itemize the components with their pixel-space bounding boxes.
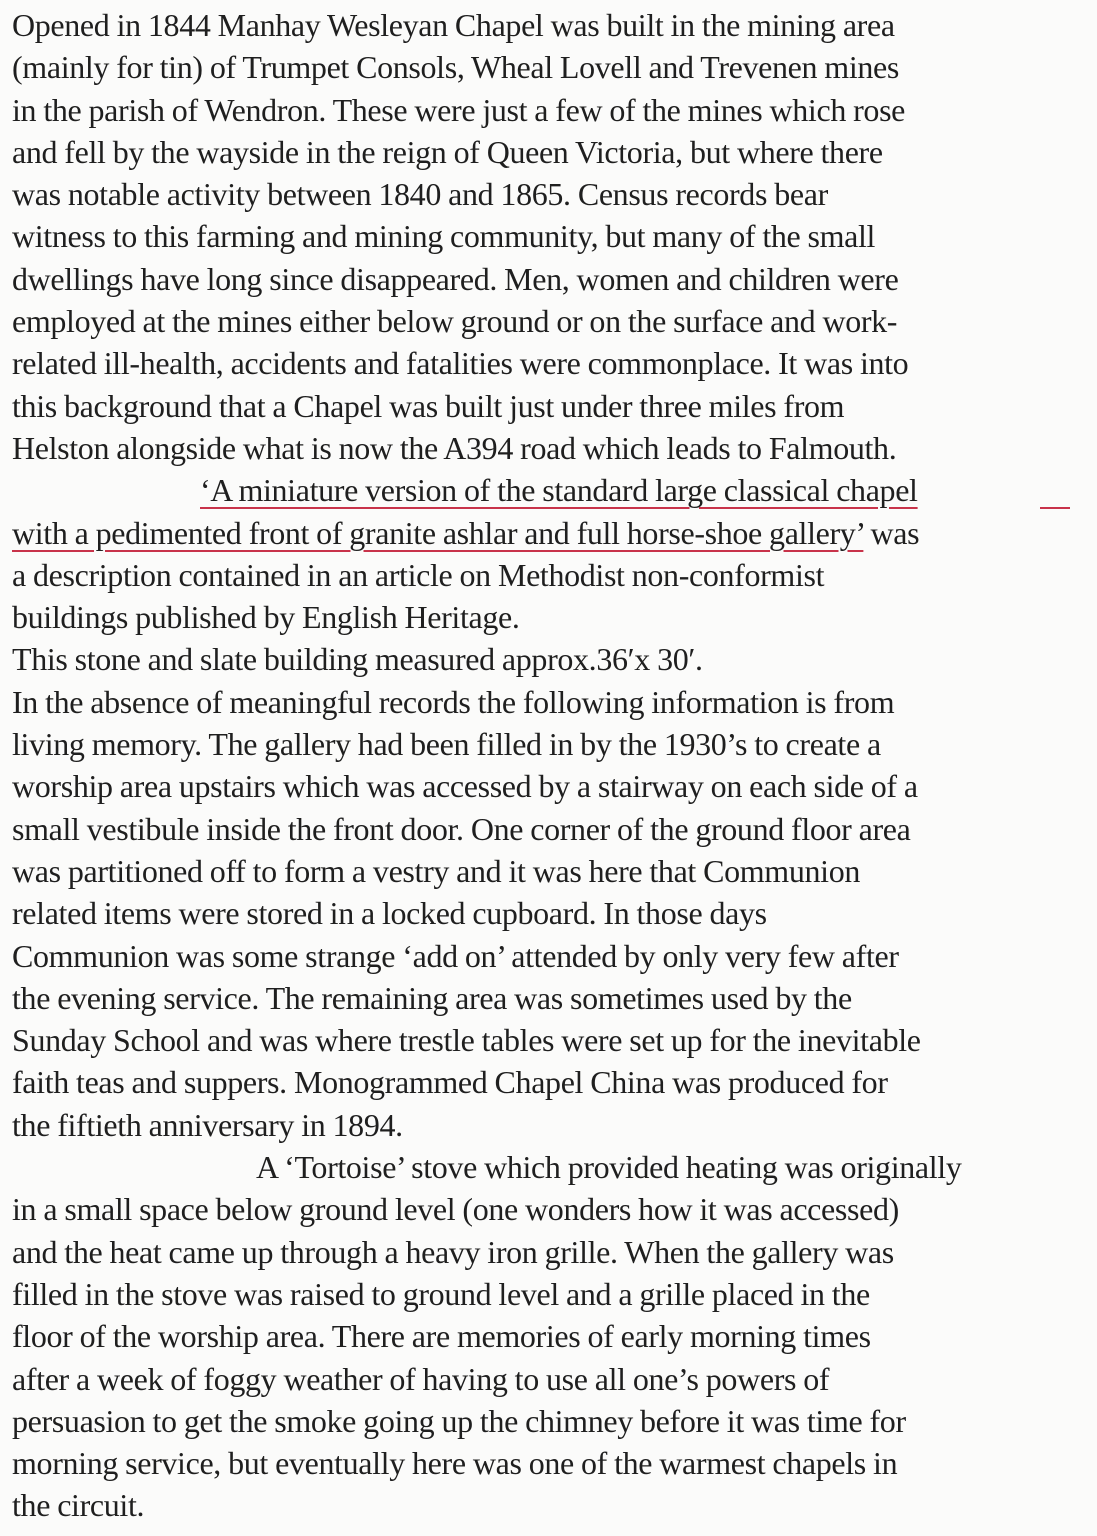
text-line: the fiftieth anniversary in 1894. [12,1106,403,1143]
text-line: Communion was some strange ‘add on’ attended by only very few after [12,937,899,974]
text-line: related items were stored in a locked cupboard. In those days [12,895,767,932]
text-after-quote: was [863,514,920,551]
text-line: dwellings have long since disappeared. Men, women and children were [12,260,899,297]
text-line: filled in the stove was raised to ground level and a grille placed in the [12,1275,870,1312]
text-line: and the heat came up through a heavy iron grille. When the gallery was [12,1233,894,1270]
text-line: In the absence of meaningful records the following information is from [12,683,895,720]
text-line: morning service, but eventually here was one of the warmest chapels in [12,1445,898,1482]
text-line: small vestibule inside the front door. One corner of the ground floor area [12,810,911,847]
measurement-line: This stone and slate building measured approx.36′x 30′. [12,641,703,678]
text-line: witness to this farming and mining community, but many of the small [12,218,876,255]
text-line: Opened in 1844 Manhay Wesleyan Chapel was built in the mining area [12,7,895,43]
text-line: buildings published by English Heritage. [12,599,520,636]
text-line: after a week of foggy weather of having to use all one’s powers of [12,1360,830,1397]
text-line: in a small space below ground level (one wonders how it was accessed) [12,1191,899,1228]
text-line: related ill-health, accidents and fatalities were commonplace. It was into [12,345,909,382]
text-line: persuasion to get the smoke going up the chimney before it was time for [12,1402,906,1439]
paragraph-start-line: A ‘Tortoise’ stove which provided heating was originally [256,1149,962,1186]
text-line: was notable activity between 1840 and 1865. Census records bear [12,176,828,213]
quote-line-2 [12,512,1092,554]
underline-tail-mark [1040,507,1070,509]
text-line: Helston alongside what is now the A394 road which leads to Falmouth. [12,429,897,466]
text-line: this background that a Chapel was built just under three miles from [12,387,845,424]
text-line: in the parish of Wendron. These were just a few of the mines which rose [12,91,906,128]
underlined-quote-end: with a pedimented front of granite ashlar and full horse-shoe gallery’ [12,514,864,551]
text-line: a description contained in an article on Methodist non-conformist [12,556,825,593]
text-line: the evening service. The remaining area was sometimes used by the [12,979,852,1016]
text-line: (mainly for tin) of Trumpet Consols, Wheal Lovell and Trevenen mines [12,49,899,86]
text-line: employed at the mines either below ground or on the surface and work- [12,303,898,340]
quote-line-1 [12,469,1092,511]
text-line: the circuit. [12,1487,145,1524]
text-line: and fell by the wayside in the reign of Queen Victoria, but where there [12,133,883,170]
text-line: worship area upstairs which was accessed by a stairway on each side of a [12,768,918,805]
text-line: Sunday School and was where trestle tables were set up for the inevitable [12,1022,921,1059]
underlined-quote-start: ‘A miniature version of the standard large classical chapel [200,472,918,509]
text-line: living memory. The gallery had been filled in by the 1930’s to create a [12,726,881,763]
text-line: floor of the worship area. There are memories of early morning times [12,1318,871,1355]
text-line: faith teas and suppers. Monogrammed Chapel China was produced for [12,1064,888,1101]
text-line: was partitioned off to form a vestry and it was here that Communion [12,852,860,889]
document-body [12,4,1092,1527]
